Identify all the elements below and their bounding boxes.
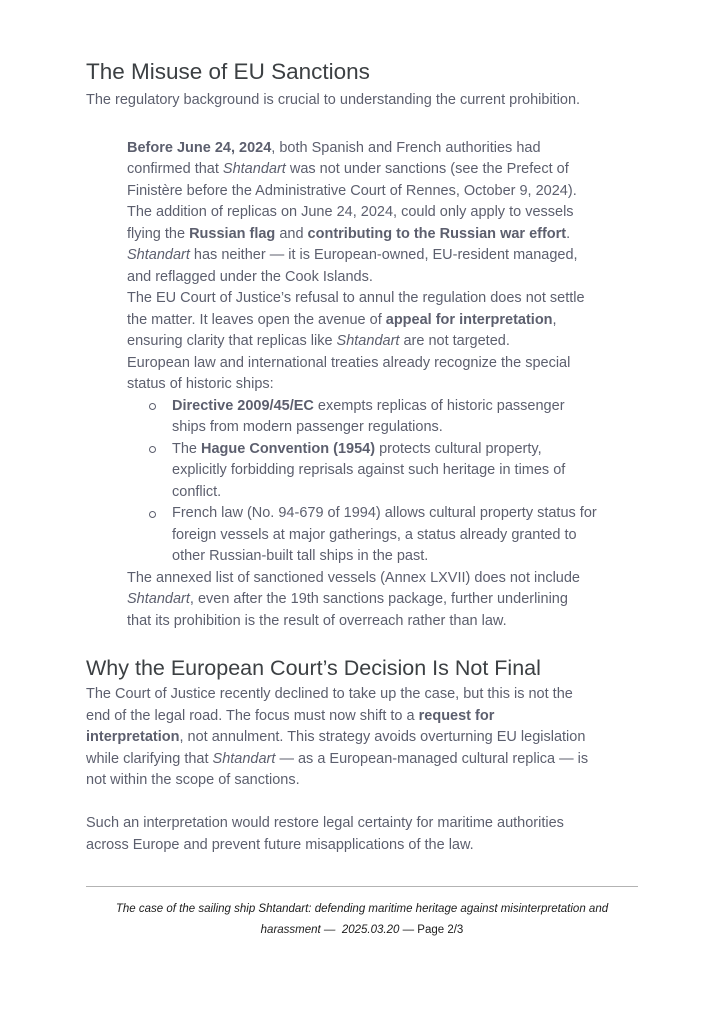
list-item-text <box>172 439 638 504</box>
text-run: The annexed list of sanctioned vessels (Annex LXVII) does not include <box>127 569 580 586</box>
section-title-misuse: The Misuse of EU Sanctions <box>86 59 370 84</box>
text-run: flying the <box>127 225 190 242</box>
text-line <box>127 331 638 353</box>
text-line <box>127 288 638 310</box>
text-run: Shtandart <box>212 750 276 767</box>
text-run: appeal for interpretation <box>385 311 553 328</box>
text-run: exempts replicas of historic passenger <box>313 397 565 414</box>
historic-ships-list <box>127 396 638 568</box>
text-run: across Europe and prevent future misapplications of the law. <box>86 836 474 853</box>
quote-paragraph-court-refusal <box>127 288 638 353</box>
text-run: foreign vessels at major gatherings, a status already granted to <box>172 526 577 543</box>
court-paragraph-legal-certainty <box>86 813 638 856</box>
text-run: ensuring clarity that replicas like <box>127 333 337 349</box>
text-line <box>127 589 638 611</box>
text-run: not within the scope of sanctions. <box>86 772 300 788</box>
text-run: interpretation <box>86 729 180 745</box>
quote-paragraph-before-june <box>127 138 638 289</box>
text-run: The addition of replicas on June 24, 2024, could only apply to vessels <box>127 204 574 220</box>
text-line <box>172 482 638 504</box>
text-run: French law (No. 94-679 of 1994) allows cultural property status for <box>172 505 597 521</box>
text-line <box>127 353 638 375</box>
text-run: European law and international treaties already recognize the special <box>127 354 571 371</box>
text-run: , <box>552 311 557 328</box>
text-line <box>86 684 638 706</box>
text-run: harassment — 2025.03.20 <box>260 924 400 936</box>
text-run: explicitly forbidding reprisals against such heritage in times of <box>172 462 566 478</box>
quote-paragraph-european-law <box>127 353 638 396</box>
text-run: — as a European-managed cultural replica — is <box>275 750 589 767</box>
text-run: , both Spanish and French authorities had <box>271 139 541 156</box>
text-run: Finistère before the Administrative Court of Rennes, October 9, 2024). <box>127 182 577 199</box>
text-line <box>127 568 638 590</box>
text-run: Shtandart <box>127 247 190 263</box>
text-run: The EU Court of Justice’s refusal to annul the regulation does not settle <box>127 290 585 306</box>
list-item-directive <box>127 396 638 439</box>
text-line <box>127 245 638 267</box>
text-run: has neither — it is European-owned, EU-resident managed, <box>189 247 578 263</box>
text-run: end of the legal road. The focus must now shift to a <box>86 707 419 724</box>
court-paragraph-request-interpretation <box>86 684 638 792</box>
section-title-court-decision: Why the European Court’s Decision Is Not Final <box>86 656 541 680</box>
text-run: ships from modern passenger regulations. <box>172 419 443 435</box>
text-line <box>172 396 638 418</box>
text-run: other Russian-built tall ships in the past. <box>172 548 429 564</box>
text-run: was not under sanctions (see the Prefect of <box>285 161 569 177</box>
text-run: Shtandart <box>127 591 190 607</box>
text-line <box>127 267 638 289</box>
text-run: confirmed that <box>127 161 223 177</box>
text-line <box>172 460 638 482</box>
intro-paragraph: The regulatory background is crucial to understanding the current prohibition. <box>86 92 581 108</box>
text-run: The case of the sailing ship Shtandart: defending maritime heritage against misinterpretation and <box>115 903 609 915</box>
page-footer <box>86 886 638 941</box>
text-run: , not annulment. This strategy avoids overturning EU legislation <box>179 729 586 745</box>
quote-paragraph-annexed-list <box>127 568 638 633</box>
text-line <box>86 749 638 771</box>
list-item-text <box>172 503 638 568</box>
text-run: Shtandart <box>336 333 400 349</box>
list-item-text <box>172 396 638 439</box>
text-line <box>127 224 638 246</box>
indented-quote-block <box>127 138 638 633</box>
circle-bullet-icon <box>149 511 156 518</box>
text-line <box>172 525 638 547</box>
text-line <box>127 181 638 203</box>
text-run: Hague Convention (1954) <box>201 440 376 457</box>
footer-divider <box>86 886 638 887</box>
text-line <box>86 899 638 920</box>
text-line <box>86 770 638 792</box>
text-run: and <box>275 225 308 242</box>
text-line <box>127 611 638 633</box>
circle-bullet-icon <box>149 446 156 453</box>
text-line <box>127 374 638 396</box>
text-line <box>86 920 638 941</box>
text-run: protects cultural property, <box>375 440 542 457</box>
text-run: contributing to the Russian war effort <box>307 225 567 242</box>
text-run: . <box>566 225 571 242</box>
text-line <box>172 417 638 439</box>
text-run: status of historic ships: <box>127 376 274 392</box>
circle-bullet-icon <box>149 403 156 410</box>
text-run: are not targeted. <box>399 333 510 349</box>
text-run: conflict. <box>172 483 222 500</box>
text-line <box>172 503 638 525</box>
text-line <box>172 546 638 568</box>
text-run: The Court of Justice recently declined to take up the case, but this is not the <box>86 686 573 702</box>
list-item-french-law <box>127 503 638 568</box>
text-run: Russian flag <box>189 225 276 242</box>
text-line <box>86 727 638 749</box>
text-run: The <box>172 440 202 457</box>
text-line <box>86 835 638 857</box>
text-line <box>127 159 638 181</box>
text-line <box>127 202 638 224</box>
text-run: , even after the 19th sanctions package, further underlining <box>189 591 568 607</box>
text-run: Directive 2009/45/EC <box>172 397 314 414</box>
text-run: the matter. It leaves open the avenue of <box>127 311 386 328</box>
text-line <box>86 706 638 728</box>
text-run: Before June 24, 2024 <box>127 139 272 156</box>
text-run: Such an interpretation would restore legal certainty for maritime authorities <box>86 815 564 831</box>
text-run: while clarifying that <box>86 750 213 767</box>
text-run: request for <box>418 707 495 724</box>
text-run: that its prohibition is the result of overreach rather than law. <box>127 612 507 629</box>
text-line <box>86 813 638 835</box>
text-line <box>127 138 638 160</box>
text-run: and reflagged under the Cook Islands. <box>127 268 373 285</box>
text-line <box>172 439 638 461</box>
footer-citation <box>86 899 638 941</box>
text-run: Shtandart <box>222 161 286 177</box>
list-item-hague-convention <box>127 439 638 504</box>
text-run: — Page 2/3 <box>399 924 464 936</box>
text-line <box>127 310 638 332</box>
